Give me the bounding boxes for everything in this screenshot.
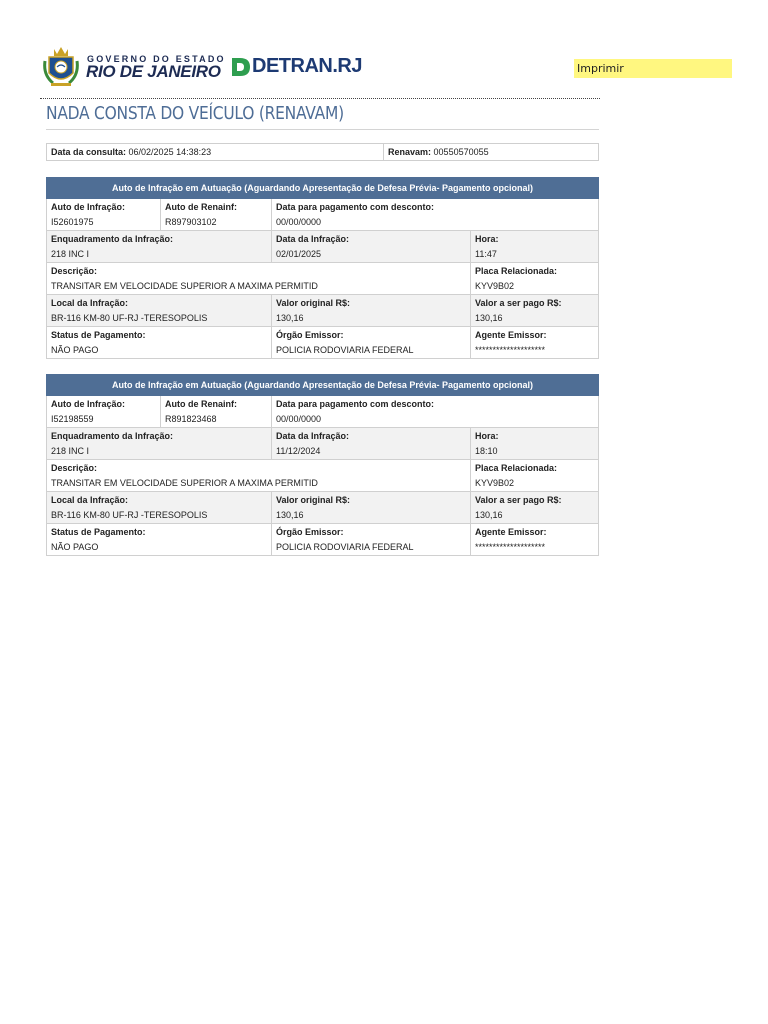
local-value: BR-116 KM-80 UF-RJ -TERESOPOLIS: [51, 510, 208, 520]
print-button[interactable]: Imprimir: [574, 59, 732, 78]
auto-renainf-value: R891823468: [165, 414, 217, 424]
enquadramento-cell: Enquadramento da Infração: 218 INC I: [47, 231, 272, 263]
data-infracao-value: 11/12/2024: [276, 446, 321, 456]
consulta-date-label: Data da consulta:: [51, 147, 127, 157]
descricao-cell: Descrição: TRANSITAR EM VELOCIDADE SUPERIOR A MAXIMA PERMITID: [47, 460, 471, 492]
infraction-table: [46, 177, 599, 359]
agente-value: ********************: [475, 345, 546, 355]
hora-cell: Hora: 18:10: [471, 428, 599, 460]
infraction-header: Auto de Infração em Autuação (Aguardando Apresentação de Defesa Prévia- Pagamento opcional): [47, 375, 599, 396]
consulta-table: [46, 143, 599, 161]
agente-cell: Agente Emissor: ********************: [471, 327, 599, 359]
data-infracao-cell: Data da Infração: 11/12/2024: [272, 428, 471, 460]
rio-de-janeiro-label: RIO DE JANEIRO: [86, 62, 221, 81]
agente-value: ********************: [475, 542, 546, 552]
placa-cell: Placa Relacionada: KYV9B02: [471, 263, 599, 295]
hora-cell: Hora: 11:47: [471, 231, 599, 263]
data-desconto-cell: Data para pagamento com desconto: 00/00/0000: [272, 199, 599, 231]
enquadramento-value: 218 INC I: [51, 446, 90, 456]
valor-pago-value: 130,16: [475, 510, 503, 520]
data-desconto-value: 00/00/0000: [276, 414, 322, 424]
orgao-value: POLICIA RODOVIARIA FEDERAL: [276, 345, 414, 355]
status-value: NÃO PAGO: [51, 345, 99, 355]
valor-original-cell: Valor original R$: 130,16: [272, 492, 471, 524]
status-value: NÃO PAGO: [51, 542, 99, 552]
descricao-value: TRANSITAR EM VELOCIDADE SUPERIOR A MAXIMA PERMITID: [51, 478, 318, 488]
hora-value: 18:10: [475, 446, 498, 456]
enquadramento-cell: Enquadramento da Infração: 218 INC I: [47, 428, 272, 460]
hora-value: 11:47: [475, 249, 497, 259]
descricao-value: TRANSITAR EM VELOCIDADE SUPERIOR A MAXIMA PERMITID: [51, 281, 318, 291]
consulta-date-cell: [47, 144, 384, 161]
local-cell: Local da Infração: BR-116 KM-80 UF-RJ -TERESOPOLIS: [47, 295, 272, 327]
consulta-date-value: 06/02/2025 14:38:23: [128, 147, 212, 157]
local-value: BR-116 KM-80 UF-RJ -TERESOPOLIS: [51, 313, 208, 323]
enquadramento-value: 218 INC I: [51, 249, 90, 259]
valor-pago-cell: Valor a ser pago R$: 130,16: [471, 492, 599, 524]
orgao-cell: Órgão Emissor: POLICIA RODOVIARIA FEDERAL: [272, 327, 471, 359]
auto-infracao-value: I52198559: [51, 414, 94, 424]
valor-original-value: 130,16: [276, 313, 304, 323]
detran-label: DETRAN.RJ: [252, 55, 362, 77]
auto-infracao-cell: Auto de Infração: I52198559: [47, 396, 161, 428]
renavam-value: 00550570055: [433, 147, 489, 157]
valor-original-value: 130,16: [276, 510, 304, 520]
valor-original-cell: Valor original R$: 130,16: [272, 295, 471, 327]
placa-value: KYV9B02: [475, 478, 515, 488]
data-infracao-value: 02/01/2025: [276, 249, 322, 259]
valor-pago-cell: Valor a ser pago R$: 130,16: [471, 295, 599, 327]
governo-rj-logo: [43, 43, 226, 93]
governo-label: GOVERNO DO ESTADO: [87, 54, 226, 64]
placa-value: KYV9B02: [475, 281, 515, 291]
orgao-cell: Órgão Emissor: POLICIA RODOVIARIA FEDERAL: [272, 524, 471, 556]
local-cell: Local da Infração: BR-116 KM-80 UF-RJ -TERESOPOLIS: [47, 492, 272, 524]
auto-infracao-value: I52601975: [51, 217, 94, 227]
auto-renainf-value: R897903102: [165, 217, 217, 227]
page-header: [40, 40, 600, 99]
orgao-value: POLICIA RODOVIARIA FEDERAL: [276, 542, 414, 552]
data-infracao-cell: Data da Infração: 02/01/2025: [272, 231, 471, 263]
status-cell: Status de Pagamento: NÃO PAGO: [47, 327, 272, 359]
descricao-cell: Descrição: TRANSITAR EM VELOCIDADE SUPERIOR A MAXIMA PERMITID: [47, 263, 471, 295]
auto-renainf-cell: Auto de Renainf: R897903102: [161, 199, 272, 231]
data-desconto-value: 00/00/0000: [276, 217, 322, 227]
infraction-table: [46, 374, 599, 556]
data-desconto-cell: Data para pagamento com desconto: 00/00/0000: [272, 396, 599, 428]
placa-cell: Placa Relacionada: KYV9B02: [471, 460, 599, 492]
renavam-cell: [384, 144, 599, 161]
coat-of-arms-icon: [43, 43, 79, 89]
infraction-header: Auto de Infração em Autuação (Aguardando Apresentação de Defesa Prévia- Pagamento opcional): [47, 178, 599, 199]
page-title: NADA CONSTA DO VEÍCULO (RENAVAM): [46, 103, 599, 130]
agente-cell: Agente Emissor: ********************: [471, 524, 599, 556]
detran-logo: [230, 55, 360, 81]
auto-infracao-cell: Auto de Infração: I52601975: [47, 199, 161, 231]
valor-pago-value: 130,16: [475, 313, 503, 323]
detran-mark-icon: [230, 56, 252, 78]
status-cell: Status de Pagamento: NÃO PAGO: [47, 524, 272, 556]
renavam-label: Renavam:: [388, 147, 432, 157]
auto-renainf-cell: Auto de Renainf: R891823468: [161, 396, 272, 428]
